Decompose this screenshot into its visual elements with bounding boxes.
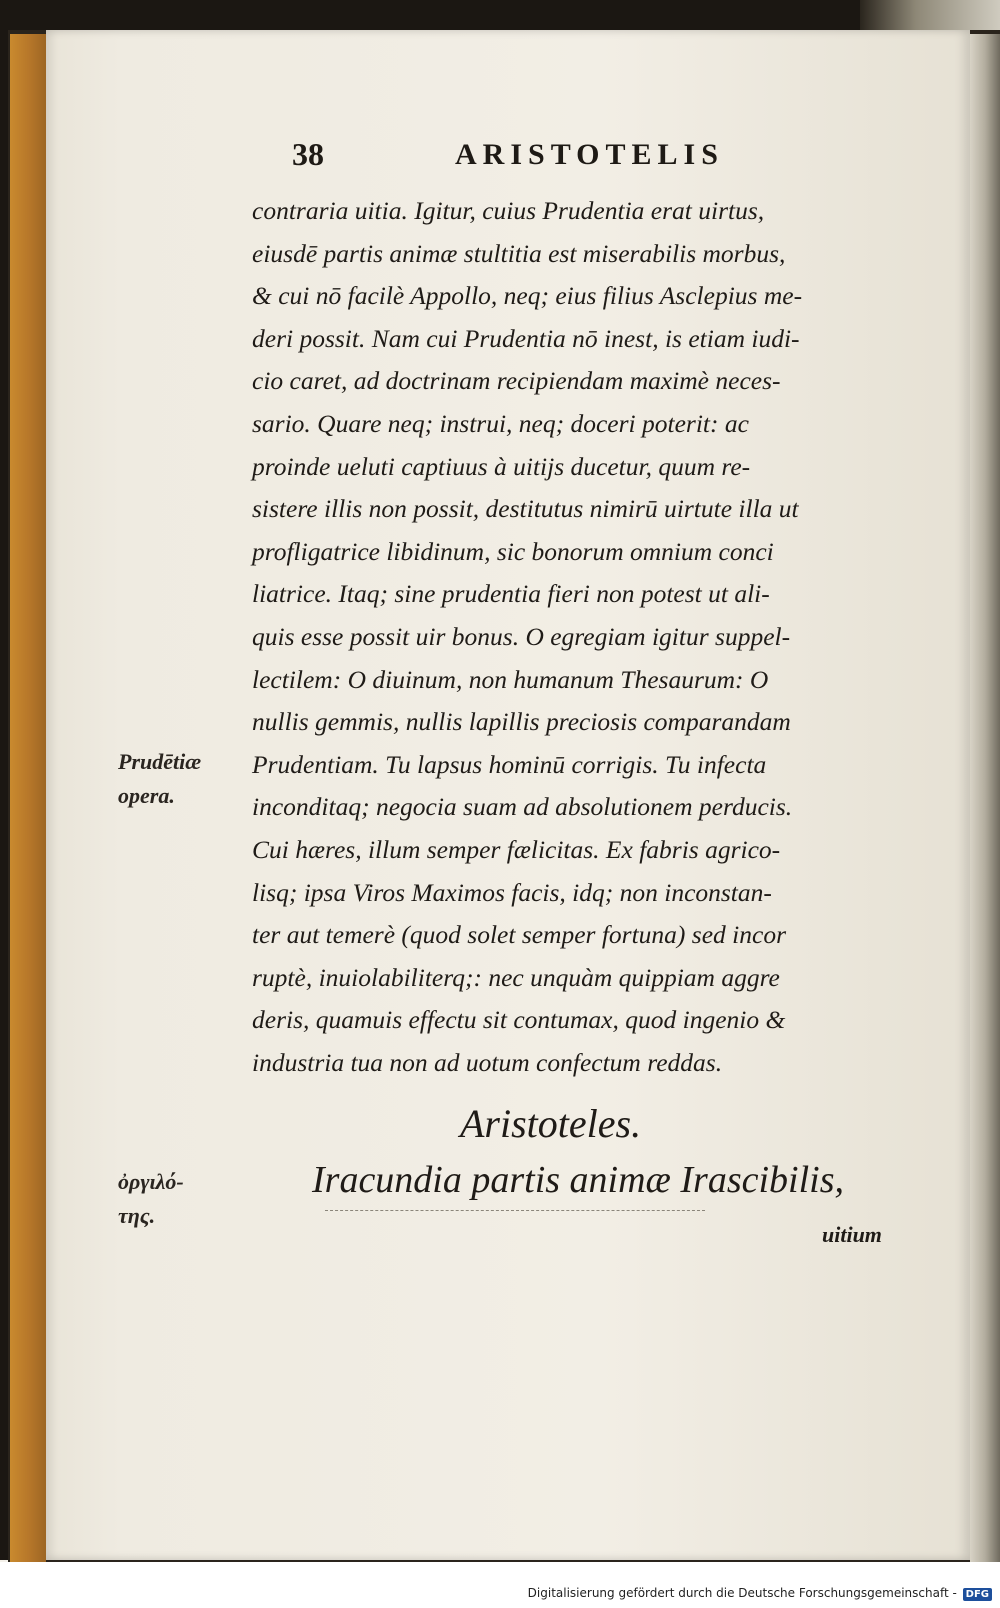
body-text bbox=[252, 190, 932, 1084]
scan-background-top bbox=[0, 0, 1000, 34]
text-line: contraria uitia. Igitur, cuius Prudentia erat uirtus, bbox=[252, 196, 765, 225]
marginal-note-line: opera. bbox=[118, 783, 175, 808]
footer-bar bbox=[0, 1562, 1000, 1608]
text-line: proinde ueluti captiuus à uitijs ducetur, quum re- bbox=[252, 451, 751, 481]
scan-corner-strip bbox=[860, 0, 1000, 34]
underline-rule bbox=[325, 1210, 705, 1211]
text-line: eiusdē partis animæ stultitia est miserabilis morbus, bbox=[252, 238, 786, 268]
text-line: deri possit. Nam cui Prudentia nō inest, is etiam iudi- bbox=[252, 323, 800, 353]
text-line: industria tua non ad uotum confectum reddas. bbox=[252, 1047, 723, 1077]
text-line: Prudentiam. Tu lapsus hominū corrigis. Tu infecta bbox=[252, 749, 767, 779]
credit-text: Digitalisierung gefördert durch die Deutsche Forschungsgemeinschaft - bbox=[527, 1586, 957, 1600]
text-line: nullis gemmis, nullis lapillis preciosis comparandam bbox=[252, 707, 791, 737]
text-line: cio caret, ad doctrinam recipiendam maximè neces- bbox=[252, 366, 781, 396]
text-line: Cui hæres, illum semper fælicitas. Ex fabris agrico- bbox=[252, 834, 781, 864]
section-heading: Aristoteles. bbox=[460, 1101, 642, 1146]
text-line: lisq; ipsa Viros Maximos facis, idq; non inconstan- bbox=[252, 877, 772, 907]
marginal-note-greek bbox=[118, 1165, 184, 1233]
text-line: liatrice. Itaq; sine prudentia fieri non potest ut ali- bbox=[252, 579, 770, 609]
text-line: sario. Quare neq; instrui, neq; doceri poterit: ac bbox=[252, 408, 749, 438]
text-line: deris, quamuis effectu sit contumax, quod ingenio & bbox=[252, 1005, 786, 1035]
catchword: uitium bbox=[822, 1222, 882, 1247]
text-line: profligatrice libidinum, sic bonorum omnium conci bbox=[252, 536, 774, 566]
text-line: ter aut temerè (quod solet semper fortuna) sed incor bbox=[252, 920, 786, 950]
text-line: inconditaq; negocia suam ad absolutionem perducis. bbox=[252, 792, 793, 822]
text-line: ruptè, inuiolabiliterq;: nec unquàm quippiam aggre bbox=[252, 962, 780, 992]
text-line: lectilem: O diuinum, non humanum Thesaurum: O bbox=[252, 664, 769, 694]
text-line: quis esse possit uir bonus. O egregiam igitur suppel- bbox=[252, 621, 791, 651]
page-edges bbox=[970, 34, 1000, 1562]
footer-credit bbox=[528, 1586, 992, 1601]
page-number: 38 bbox=[292, 136, 324, 172]
marginal-note-prudentia bbox=[118, 745, 201, 813]
marginal-note-line: Prudētiæ bbox=[118, 749, 202, 774]
marginal-note-line: της. bbox=[118, 1203, 156, 1228]
running-title: ARISTOTELIS bbox=[455, 138, 724, 171]
text-line: & cui nō facilè Appollo, neq; eius filius Asclepius me- bbox=[252, 281, 803, 311]
book-spine-edge bbox=[10, 34, 46, 1562]
section-subheading: Iracundia partis animæ Irascibilis, bbox=[312, 1159, 845, 1201]
marginal-note-line: ὀργιλό- bbox=[118, 1169, 184, 1194]
text-line: sistere illis non possit, destitutus nimirū uirtute illa ut bbox=[252, 494, 799, 524]
dfg-logo: DFG bbox=[963, 1588, 992, 1601]
